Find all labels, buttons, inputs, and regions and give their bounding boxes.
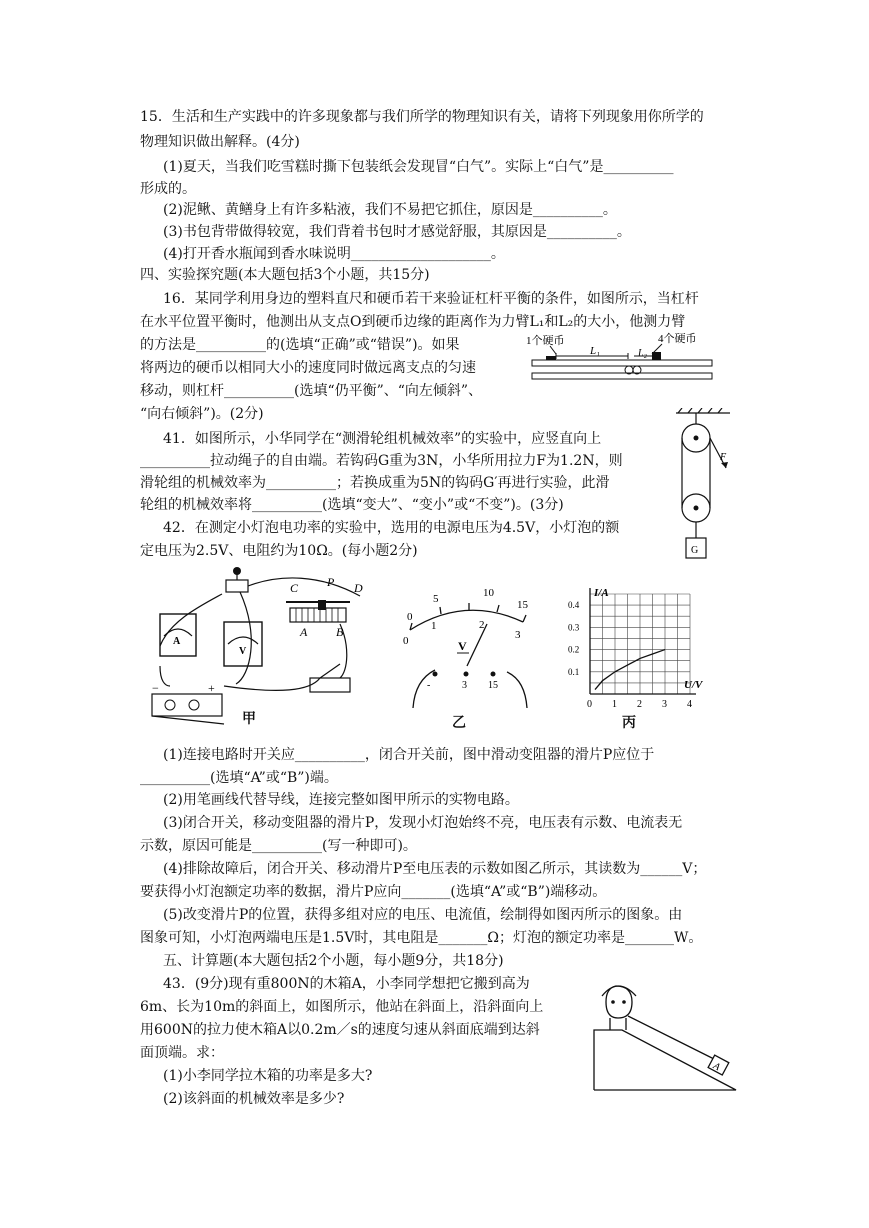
lever-figure [512, 330, 724, 385]
q42-part5-line2: 图象可知，小灯泡两端电压是1.5V时，其电阻是_______Ω；灯泡的额定功率是_______W。 [140, 930, 703, 946]
dial-bottom-3: 3 [515, 629, 521, 641]
q41-line2: __________拉动绳子的自由端。若钩码G重为3N，小华所用拉力F为1.2N，则 [140, 453, 623, 469]
voltmeter [224, 622, 262, 666]
q42-part2: (2)用笔画线代替导线，连接完整如图甲所示的实物电路。 [163, 792, 519, 808]
section-5-heading: 五、计算题(本大题包括2个小题，每小题9分，共18分) [163, 953, 504, 969]
dial-bottom-2: 2 [479, 619, 485, 631]
incline-figure [588, 978, 740, 1094]
chart-x-tick-label: 4 [687, 699, 692, 710]
pulley-force-label: F [720, 452, 727, 463]
lever-right-coin-label: 4个硬币 [658, 333, 697, 345]
chart-xlabel: U/V [684, 679, 703, 691]
left-coin [546, 356, 556, 360]
section-4-heading: 四、实验探究题(本大题包括3个小题，共15分) [140, 267, 430, 283]
figure-bing-label: 丙 [622, 715, 636, 731]
dial-terminal-3: 3 [462, 680, 467, 691]
q16-line6: “向右倾斜”)。(2分) [140, 406, 264, 422]
dial-bottom-1: 1 [431, 620, 437, 632]
q43-line2: 6m、长为10m的斜面上，如图所示，他站在斜面上，沿斜面向上 [140, 999, 544, 1015]
q16-line3: 的方法是__________的(选填“正确”或“错误”)。如果 [140, 337, 460, 353]
chart-ylabel: I/A [594, 587, 609, 599]
pulley-figure [672, 408, 734, 568]
dial-terminal-minus: - [427, 680, 431, 691]
q16-line1: 16．某同学利用身边的塑料直尺和硬币若干来验证杠杆平衡的条件，如图所示，当杠杆 [163, 291, 699, 307]
q42-part5-line1: (5)改变滑片P的位置，获得多组对应的电压、电流值，绘制得如图丙所示的图象。由 [163, 907, 683, 923]
rheostat-label-p: P [327, 575, 335, 589]
q42-part3-line1: (3)闭合开关，移动变阻器的滑片P，发现小灯泡始终不亮，电压表有示数、电流表无 [163, 815, 683, 831]
q42-part1-line2: __________(选填“A”或“B”)端。 [140, 770, 338, 786]
q43-part1: (1)小李同学拉木箱的功率是多大? [163, 1068, 373, 1084]
switch [310, 678, 350, 692]
lever-left-coin-label: 1个硬币 [526, 335, 565, 347]
chart-y-tick-label: 0.2 [568, 644, 580, 655]
chart-series-line [595, 650, 665, 690]
box-label: A [711, 1060, 722, 1074]
q15-part4: (4)打开香水瓶闻到香水味说明____________________。 [163, 246, 505, 262]
dial-bottom-0: 0 [403, 635, 409, 647]
dial-unit: V [458, 639, 467, 653]
chart-x-tick-label: 1 [612, 699, 617, 710]
chart-y-tick-label: 0.4 [568, 600, 580, 611]
q42-line1: 42．在测定小灯泡电功率的实验中，选用的电源电压为4.5V，小灯泡的额 [163, 520, 620, 536]
battery-pack [152, 694, 222, 716]
battery-plus: + [208, 681, 215, 695]
q42-part4-line1: (4)排除故障后，闭合开关、移动滑片P至电压表的示数如图乙所示，其读数为______V； [163, 861, 707, 877]
pulley-weight-label: G [691, 545, 699, 556]
chart-y-tick-label: 0.1 [568, 666, 580, 677]
q43-line4: 面顶端。求： [140, 1045, 224, 1061]
voltmeter-letter: V [239, 646, 247, 657]
dial-top-0: 0 [407, 611, 413, 623]
right-coin-stack [652, 352, 661, 360]
lever-L1-label: L₁ [590, 345, 600, 357]
q16-line2: 在水平位置平衡时，他测出从支点O到硬币边缘的距离作为力臂L₁和L₂的大小，他测力臂 [140, 314, 686, 330]
q43-line3: 用600N的拉力使木箱A以0.2m／s的速度匀速从斜面底端到达斜 [140, 1022, 540, 1038]
dial-top-10: 10 [483, 587, 494, 599]
figure-jia-label: 甲 [242, 711, 256, 727]
dial-top-15: 15 [517, 599, 528, 611]
chart-x-tick-label: 2 [637, 699, 642, 710]
lever-L2-label: L₂ [638, 348, 648, 359]
iu-chart [564, 582, 714, 712]
q42-part1-line1: (1)连接电路时开关应__________，闭合开关前，图中滑动变阻器的滑片P应位于 [163, 747, 655, 763]
q16-line5: 移动，则杠杆__________(选填“仍平衡”、“向左倾斜”、 [140, 383, 483, 399]
q15-part1-line2: 形成的。 [140, 181, 196, 197]
figure-yi-label: 乙 [452, 715, 466, 731]
q15-stem-line1: 15．生活和生产实践中的许多现象都与我们所学的物理知识有关，请将下列现象用你所学的 [140, 109, 704, 125]
chart-y-tick-label: 0.3 [568, 622, 580, 633]
rheostat-label-d: D [354, 581, 363, 595]
battery-minus: − [152, 681, 159, 695]
q42-part4-line2: 要获得小灯泡额定功率的数据，滑片P应向_______(选填“A”或“B”)端移动。 [140, 884, 607, 900]
dial-terminal-15: 15 [488, 680, 498, 691]
rheostat-label-b: B [336, 625, 344, 639]
q43-part2: (2)该斜面的机械效率是多少? [163, 1091, 345, 1107]
dial-top-5: 5 [433, 593, 439, 605]
rheostat-label-c: C [290, 581, 299, 595]
q15-part3: (3)书包背带做得较宽，我们背着书包时才感觉舒服，其原因是__________。 [163, 224, 631, 240]
q43-line1: 43．(9分)现有重800N的木箱A，小李同学想把它搬到高为 [163, 976, 530, 992]
chart-x-tick-label: 0 [587, 699, 592, 710]
q41-line1: 41．如图所示，小华同学在“测滑轮组机械效率”的实验中，应竖直向上 [163, 431, 602, 447]
q15-stem-line2: 物理知识做出解释。(4分) [140, 134, 300, 150]
ammeter-letter: A [173, 636, 181, 647]
q16-line4: 将两边的硬币以相同大小的速度同时做远离支点的匀速 [140, 360, 476, 376]
rheostat-label-a: A [300, 625, 308, 639]
q41-line3: 滑轮组的机械效率为__________；若换成重为5N的钩码G′再进行实验，此滑 [140, 475, 610, 491]
q42-part3-line2: 示数，原因可能是__________(写一种即可)。 [140, 838, 417, 854]
q42-line2: 定电压为2.5V、电阻约为10Ω。(每小题2分) [140, 543, 418, 559]
voltmeter-dial-figure [395, 580, 545, 710]
q15-part2: (2)泥鳅、黄鳝身上有许多粘液，我们不易把它抓住，原因是__________。 [163, 202, 617, 218]
q41-line4: 轮组的机械效率将__________(选填“变大”、“变小”或“不变”)。(3分) [140, 497, 564, 513]
q15-part1-line1: (1)夏天，当我们吃雪糕时撕下包装纸会发现冒“白气”。实际上“白气”是__________ [163, 159, 674, 175]
chart-x-tick-label: 3 [662, 699, 667, 710]
circuit-figure [140, 566, 364, 734]
